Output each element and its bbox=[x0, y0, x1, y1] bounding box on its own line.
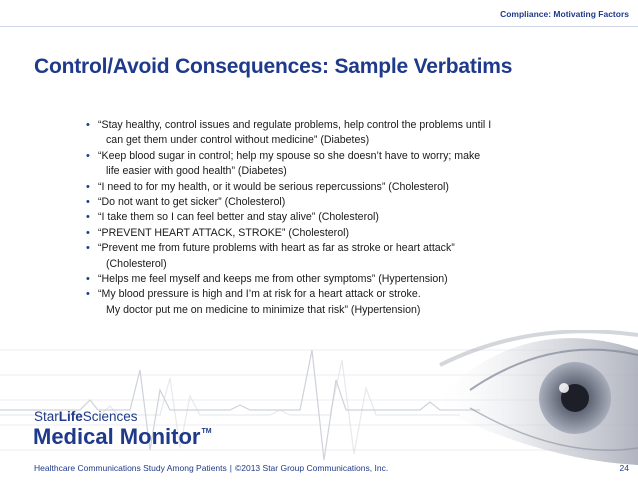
page-number: 24 bbox=[619, 463, 629, 473]
footer-separator: | bbox=[229, 463, 232, 473]
verbatim-line-1: “I need to for my health, or it would be serious repercussions” (Cholesterol) bbox=[98, 180, 449, 193]
verbatim-line-1: “I take them so I can feel better and stay alive” (Cholesterol) bbox=[98, 211, 379, 224]
bullet-icon: • bbox=[86, 211, 90, 224]
footer-study: Healthcare Communications Study Among Patients bbox=[34, 463, 227, 473]
eye-icon bbox=[430, 331, 638, 465]
verbatim-item bbox=[86, 118, 586, 149]
verbatim-line-1: “Keep blood sugar in control; help my spouse so she doesn’t have to worry; make bbox=[98, 149, 481, 162]
verbatim-line-1: “Prevent me from future problems with heart as far as stroke or heart attack” bbox=[98, 242, 455, 255]
brand-company-name: StarLifeSciences bbox=[34, 409, 138, 424]
verbatim-line-2: (Cholesterol) bbox=[106, 257, 167, 270]
verbatim-item bbox=[86, 241, 586, 272]
verbatim-item bbox=[86, 195, 586, 210]
bullet-icon: • bbox=[86, 242, 90, 255]
verbatim-item bbox=[86, 287, 586, 318]
verbatim-item bbox=[86, 210, 586, 225]
verbatim-line-1: “Stay healthy, control issues and regulate problems, help control the problems until I bbox=[98, 119, 492, 131]
section-label: Compliance: Motivating Factors bbox=[500, 9, 629, 19]
verbatim-line-2: can get them under control without medicine” (Diabetes) bbox=[106, 134, 370, 147]
verbatim-line-1: “PREVENT HEART ATTACK, STROKE” (Cholesterol) bbox=[98, 226, 349, 239]
verbatim-line-2: My doctor put me on medicine to minimize that risk” (Hypertension) bbox=[106, 303, 421, 316]
bullet-icon: • bbox=[86, 119, 90, 131]
bullet-icon: • bbox=[86, 196, 90, 209]
verbatim-list bbox=[86, 118, 586, 318]
bullet-icon: • bbox=[86, 273, 90, 286]
trademark-mark: TM bbox=[201, 428, 212, 435]
slide-title: Control/Avoid Consequences: Sample Verbatims bbox=[34, 55, 513, 78]
verbatim-item bbox=[86, 149, 586, 180]
brand-product-name: Medical Monitor™ bbox=[33, 424, 212, 449]
verbatim-line-2: life easier with good health” (Diabetes) bbox=[106, 165, 287, 178]
bullet-icon: • bbox=[86, 226, 90, 239]
verbatim-item bbox=[86, 272, 586, 287]
bullet-icon: • bbox=[86, 180, 90, 193]
verbatim-item bbox=[86, 226, 586, 241]
footer-citation bbox=[34, 463, 388, 473]
verbatim-line-1: “My blood pressure is high and I’m at risk for a heart attack or stroke. bbox=[98, 288, 421, 301]
bullet-icon: • bbox=[86, 288, 90, 301]
header-divider bbox=[0, 26, 638, 27]
verbatim-item bbox=[86, 180, 586, 195]
verbatim-line-1: “Do not want to get sicker” (Cholesterol) bbox=[98, 196, 286, 209]
footer-copyright: ©2013 Star Group Communications, Inc. bbox=[234, 463, 389, 473]
bullet-icon: • bbox=[86, 149, 90, 162]
verbatim-line-1: “Helps me feel myself and keeps me from other symptoms” (Hypertension) bbox=[98, 273, 448, 286]
